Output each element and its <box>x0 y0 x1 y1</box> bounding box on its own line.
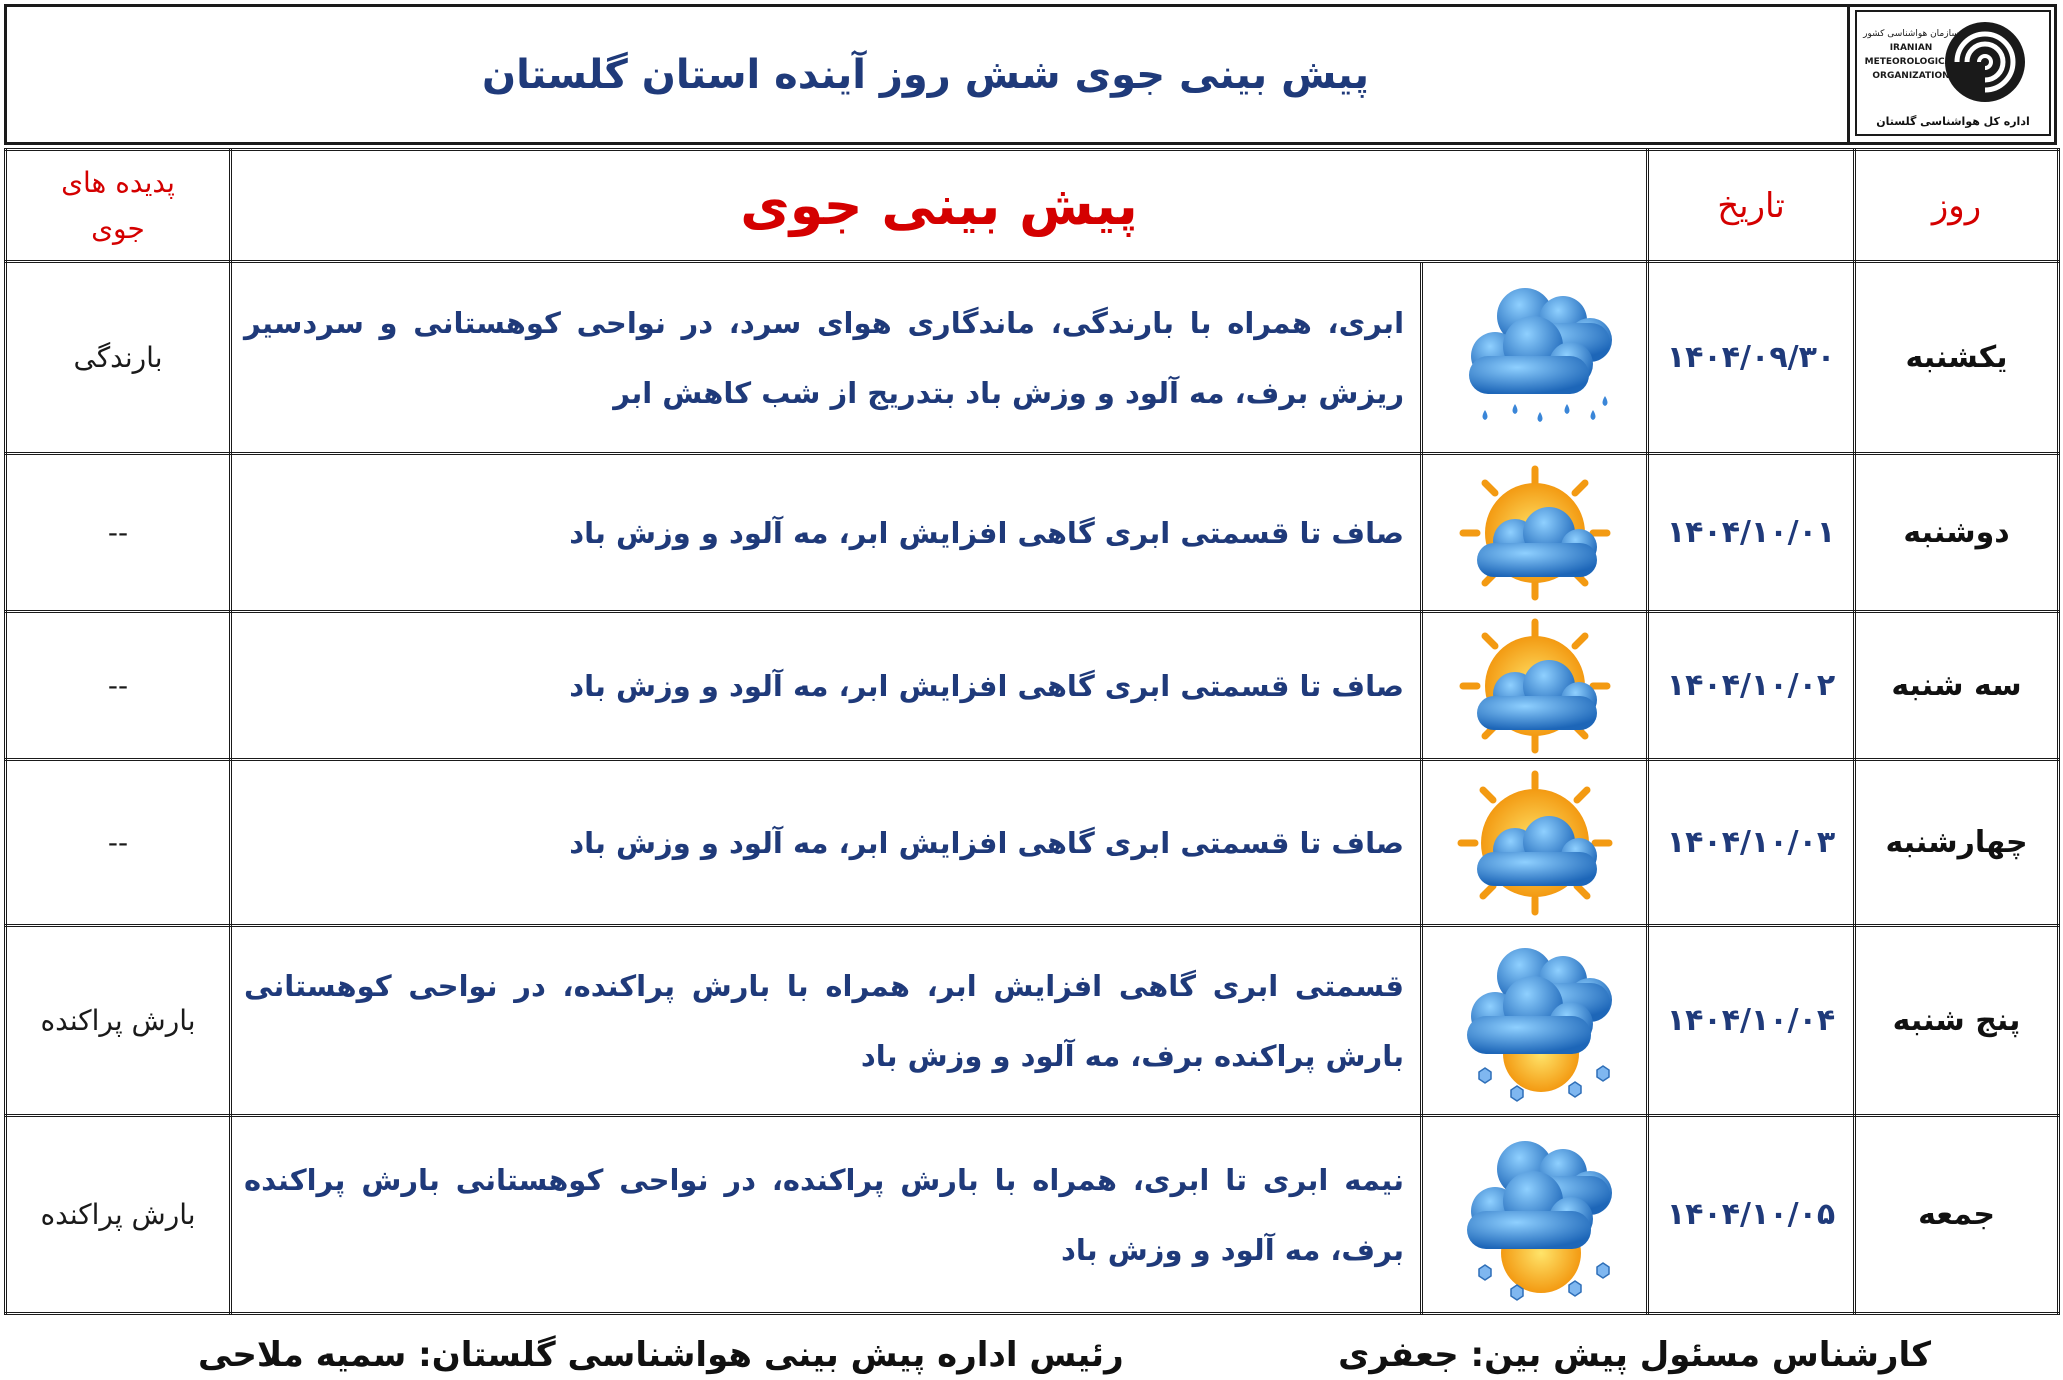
header-day: روز <box>1855 150 2059 262</box>
row-day: سه شنبه <box>1855 612 2059 760</box>
logo-caption: اداره کل هواشناسی گلستان <box>1876 115 2030 128</box>
row-icon-cell <box>1422 454 1648 612</box>
row-icon-cell <box>1422 612 1648 760</box>
row-date: ۱۴۰۴/۱۰/۰۴ <box>1648 926 1855 1116</box>
forecast-table <box>4 148 2060 1315</box>
row-day: جمعه <box>1855 1116 2059 1314</box>
cloud-rain-icon <box>1445 278 1625 438</box>
row-day: یکشنبه <box>1855 262 2059 454</box>
row-phenomena: بارش پراکنده <box>6 926 231 1116</box>
table-row <box>6 454 2059 612</box>
row-day: پنج شنبه <box>1855 926 2059 1116</box>
sun-cloud-icon <box>1445 463 1625 603</box>
row-phenomena: -- <box>6 760 231 926</box>
footer-expert: کارشناس مسئول پیش بین: جعفری <box>1338 1335 1931 1375</box>
row-phenomena: -- <box>6 612 231 760</box>
logo <box>1855 10 2051 136</box>
row-phenomena: بارندگی <box>6 262 231 454</box>
sun-cloud-icon <box>1445 768 1625 918</box>
row-forecast: صاف تا قسمتی ابری گاهی افزایش ابر، مه آلود و وزش باد <box>231 612 1422 760</box>
header-forecast: پیش بینی جوی <box>231 150 1648 262</box>
table-row <box>6 926 2059 1116</box>
page-title: پیش بینی جوی شش روز آینده استان گلستان <box>482 51 1369 98</box>
row-date: ۱۴۰۴/۰۹/۳۰ <box>1648 262 1855 454</box>
header-phenomena-line2: جوی <box>91 211 145 245</box>
row-date: ۱۴۰۴/۱۰/۰۵ <box>1648 1116 1855 1314</box>
logo-line-4: ORGANIZATION <box>1872 71 1950 81</box>
logo-line-3: METEOROLOGICAL <box>1864 57 1958 67</box>
table-row <box>6 760 2059 926</box>
header-phenomena-line1: پدیده های <box>61 165 175 199</box>
row-date: ۱۴۰۴/۱۰/۰۳ <box>1648 760 1855 926</box>
table-header-row <box>6 150 2059 262</box>
row-icon-cell <box>1422 1116 1648 1314</box>
logo-line-1: سازمان هواشناسی کشور <box>1863 29 1959 39</box>
row-date: ۱۴۰۴/۱۰/۰۱ <box>1648 454 1855 612</box>
row-icon-cell <box>1422 760 1648 926</box>
header-date: تاریخ <box>1648 150 1855 262</box>
row-phenomena: بارش پراکنده <box>6 1116 231 1314</box>
row-icon-cell <box>1422 262 1648 454</box>
row-forecast: صاف تا قسمتی ابری گاهی افزایش ابر، مه آلود و وزش باد <box>231 760 1422 926</box>
row-forecast: نیمه ابری تا ابری، همراه با بارش پراکنده، در نواحی کوهستانی بارش پراکنده برف، مه آلود و وزش باد <box>231 1116 1422 1314</box>
row-forecast: صاف تا قسمتی ابری گاهی افزایش ابر، مه آلود و وزش باد <box>231 454 1422 612</box>
row-day: دوشنبه <box>1855 454 2059 612</box>
row-phenomena: -- <box>6 454 231 612</box>
row-day: چهارشنبه <box>1855 760 2059 926</box>
row-icon-cell <box>1422 926 1648 1116</box>
row-forecast: قسمتی ابری گاهی افزایش ابر، همراه با بارش پراکنده، در نواحی کوهستانی بارش پراکنده برف، مه آلود و وزش باد <box>231 926 1422 1116</box>
footer-head: رئیس اداره پیش بینی هواشناسی گلستان: سمیه ملاحی <box>198 1335 1124 1375</box>
table-row <box>6 612 2059 760</box>
logo-line-2: IRANIAN <box>1889 43 1933 53</box>
meteorological-organization-logo-icon <box>1857 12 2049 112</box>
title-box <box>4 4 1850 145</box>
cloud-sun-snow-icon <box>1445 1125 1625 1305</box>
header-phenomena <box>6 150 231 262</box>
sun-cloud-icon <box>1445 616 1625 756</box>
row-forecast: ابری، همراه با بارندگی، ماندگاری هوای سرد، در نواحی کوهستانی و سردسیر ریزش برف، مه آلود و وزش باد بتدریج از شب کاهش ابر <box>231 262 1422 454</box>
table-row <box>6 1116 2059 1314</box>
row-date: ۱۴۰۴/۱۰/۰۲ <box>1648 612 1855 760</box>
table-row <box>6 262 2059 454</box>
cloud-sun-snow-icon <box>1445 936 1625 1106</box>
